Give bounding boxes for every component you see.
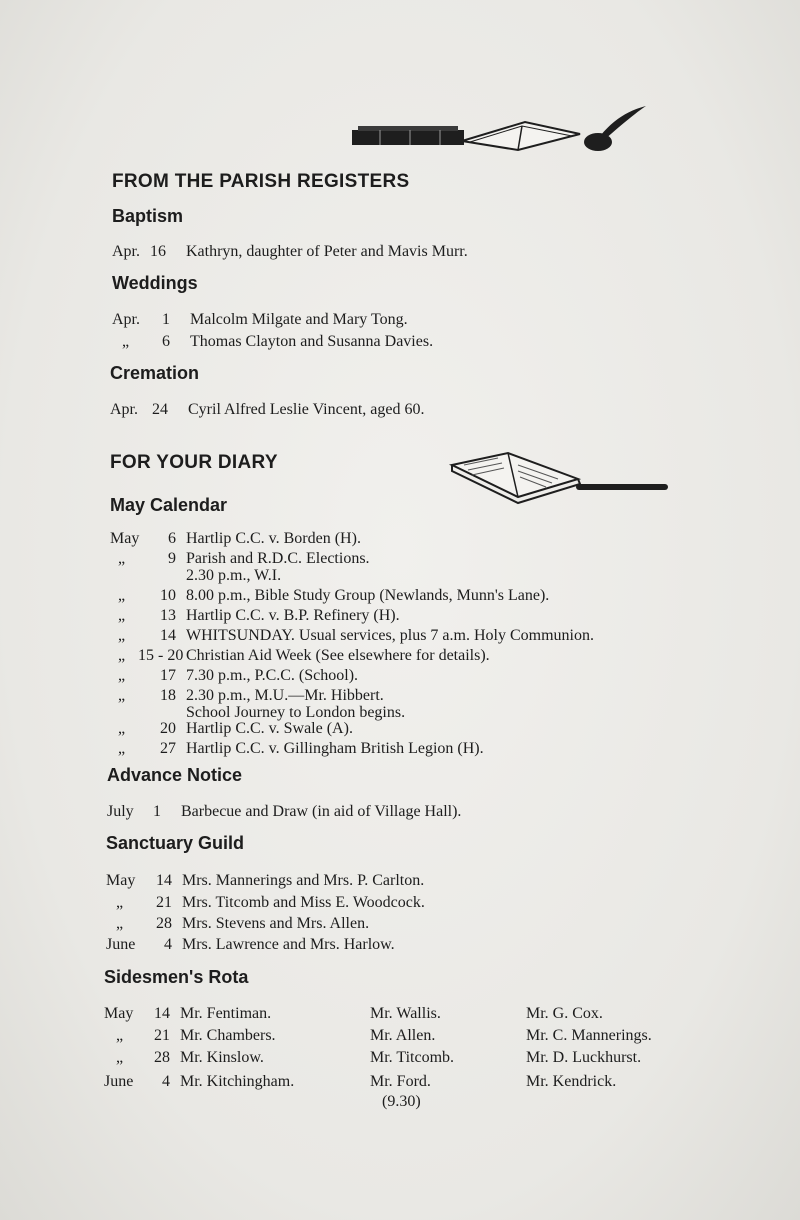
list-item bbox=[110, 401, 424, 421]
entry-month: Apr. bbox=[112, 243, 140, 260]
entry-text: WHITSUNDAY. Usual services, plus 7 a.m. Holy Communion. bbox=[186, 627, 594, 644]
sidesmen-rota-heading: Sidesmen's Rota bbox=[104, 967, 249, 987]
books-quill-icon bbox=[350, 104, 650, 156]
rota-note: (9.30) bbox=[382, 1093, 421, 1110]
diary-title: FOR YOUR DIARY bbox=[110, 452, 278, 473]
entry-day: 27 bbox=[160, 740, 176, 757]
entry-text: Kathryn, daughter of Peter and Mavis Murr. bbox=[186, 243, 468, 260]
entry-month: May bbox=[110, 530, 140, 547]
entry-day: 20 bbox=[160, 720, 176, 737]
list-item bbox=[106, 915, 369, 935]
table-row bbox=[104, 1027, 704, 1047]
entry-day: 17 bbox=[160, 667, 176, 684]
sanctuary-guild-heading: Sanctuary Guild bbox=[106, 833, 245, 853]
registers-title: FROM THE PARISH REGISTERS bbox=[112, 171, 410, 192]
entry-day: 6 bbox=[168, 530, 176, 547]
entry-text: Malcolm Milgate and Mary Tong. bbox=[190, 311, 408, 328]
entry-day: 9 bbox=[168, 550, 176, 567]
entry-month: „ bbox=[118, 647, 126, 664]
entry-month: „ bbox=[118, 627, 126, 644]
list-item bbox=[106, 936, 395, 956]
entry-day: 1 bbox=[153, 803, 161, 820]
list-item bbox=[110, 667, 358, 687]
entry-month: „ bbox=[118, 550, 126, 567]
entry-month: July bbox=[107, 803, 134, 820]
list-item bbox=[110, 567, 281, 587]
list-item bbox=[112, 243, 468, 263]
entry-text: Christian Aid Week (See elsewhere for details). bbox=[186, 647, 490, 664]
advance-notice-heading: Advance Notice bbox=[107, 765, 243, 785]
rota-name-a: Mr. Fentiman. bbox=[180, 1005, 272, 1022]
list-item bbox=[110, 587, 549, 607]
entry-day: 14 bbox=[156, 872, 172, 889]
list-item bbox=[110, 530, 361, 550]
list-item bbox=[112, 333, 433, 353]
entry-text: Cyril Alfred Leslie Vincent, aged 60. bbox=[188, 401, 425, 418]
rota-day: 4 bbox=[162, 1073, 170, 1090]
rota-name-b: Mr. Ford. bbox=[370, 1073, 431, 1090]
rota-day: 21 bbox=[154, 1027, 170, 1044]
entry-text: Parish and R.D.C. Elections. bbox=[186, 550, 370, 567]
list-item bbox=[106, 894, 425, 914]
entry-text: 2.30 p.m., M.U.—Mr. Hibbert. bbox=[186, 687, 384, 704]
list-item bbox=[110, 647, 490, 667]
list-item bbox=[110, 720, 353, 740]
entry-day: 15 - 20 bbox=[138, 647, 184, 664]
entry-month: May bbox=[106, 872, 136, 889]
may-calendar-heading: May Calendar bbox=[110, 495, 228, 515]
baptism-heading: Baptism bbox=[112, 206, 184, 226]
entry-text: 2.30 p.m., W.I. bbox=[186, 567, 282, 584]
entry-day: 6 bbox=[162, 333, 170, 350]
entry-text: 8.00 p.m., Bible Study Group (Newlands, Munn's Lane). bbox=[186, 587, 550, 604]
entry-month: Apr. bbox=[110, 401, 138, 418]
table-row bbox=[104, 1073, 704, 1093]
entry-month: „ bbox=[118, 607, 126, 624]
entry-month: „ bbox=[116, 915, 124, 932]
entry-day: 24 bbox=[152, 401, 168, 418]
entry-text: Hartlip C.C. v. B.P. Refinery (H). bbox=[186, 607, 400, 624]
list-item bbox=[106, 872, 424, 892]
entry-day: 1 bbox=[162, 311, 170, 328]
list-item bbox=[112, 311, 408, 331]
rota-name-b: Mr. Wallis. bbox=[370, 1005, 441, 1022]
entry-month: „ bbox=[122, 333, 130, 350]
table-row bbox=[104, 1049, 704, 1069]
entry-text: Hartlip C.C. v. Borden (H). bbox=[186, 530, 361, 547]
entry-text: School Journey to London begins. bbox=[186, 704, 406, 721]
entry-day: 13 bbox=[160, 607, 176, 624]
list-item bbox=[110, 627, 594, 647]
rota-name-a: Mr. Kinslow. bbox=[180, 1049, 264, 1066]
entry-text: Hartlip C.C. v. Swale (A). bbox=[186, 720, 353, 737]
entry-month: June bbox=[106, 936, 136, 953]
entry-month: Apr. bbox=[112, 311, 140, 328]
rota-day: 14 bbox=[154, 1005, 170, 1022]
entry-text: Barbecue and Draw (in aid of Village Hall). bbox=[181, 803, 462, 820]
list-item bbox=[107, 803, 461, 823]
entry-month: „ bbox=[118, 740, 126, 757]
entry-day: 14 bbox=[160, 627, 176, 644]
entry-day: 28 bbox=[156, 915, 172, 932]
entry-text: Hartlip C.C. v. Gillingham British Legion (H). bbox=[186, 740, 484, 757]
entry-day: 16 bbox=[150, 243, 166, 260]
cremation-heading: Cremation bbox=[110, 363, 200, 383]
rota-month: June bbox=[104, 1073, 134, 1090]
entry-text: Thomas Clayton and Susanna Davies. bbox=[190, 333, 434, 350]
entry-text: Mrs. Titcomb and Miss E. Woodcock. bbox=[182, 894, 425, 911]
entry-month: „ bbox=[118, 687, 126, 704]
rota-name-b: Mr. Titcomb. bbox=[370, 1049, 455, 1066]
entry-text: Mrs. Stevens and Mrs. Allen. bbox=[182, 915, 370, 932]
rota-month: „ bbox=[116, 1027, 124, 1044]
entry-day: 10 bbox=[160, 587, 176, 604]
rota-name-c: Mr. C. Mannerings. bbox=[526, 1027, 652, 1044]
rota-name-a: Mr. Kitchingham. bbox=[180, 1073, 295, 1090]
entry-month: „ bbox=[118, 587, 126, 604]
open-diary-icon bbox=[448, 451, 672, 511]
entry-text: 7.30 p.m., P.C.C. (School). bbox=[186, 667, 359, 684]
rota-day: 28 bbox=[154, 1049, 170, 1066]
rota-name-c: Mr. D. Luckhurst. bbox=[526, 1049, 642, 1066]
entry-text: Mrs. Mannerings and Mrs. P. Carlton. bbox=[182, 872, 425, 889]
entry-month: „ bbox=[116, 894, 124, 911]
entry-day: 4 bbox=[164, 936, 172, 953]
table-row bbox=[104, 1005, 704, 1025]
entry-month: „ bbox=[118, 667, 126, 684]
list-item bbox=[110, 740, 484, 760]
rota-name-c: Mr. G. Cox. bbox=[526, 1005, 603, 1022]
list-item bbox=[110, 607, 400, 627]
rota-month: May bbox=[104, 1005, 134, 1022]
entry-month: „ bbox=[118, 720, 126, 737]
rota-name-c: Mr. Kendrick. bbox=[526, 1073, 617, 1090]
entry-text: Mrs. Lawrence and Mrs. Harlow. bbox=[182, 936, 395, 953]
weddings-heading: Weddings bbox=[112, 273, 198, 293]
entry-day: 21 bbox=[156, 894, 172, 911]
rota-month: „ bbox=[116, 1049, 124, 1066]
rota-name-a: Mr. Chambers. bbox=[180, 1027, 276, 1044]
rota-name-b: Mr. Allen. bbox=[370, 1027, 436, 1044]
entry-day: 18 bbox=[160, 687, 176, 704]
